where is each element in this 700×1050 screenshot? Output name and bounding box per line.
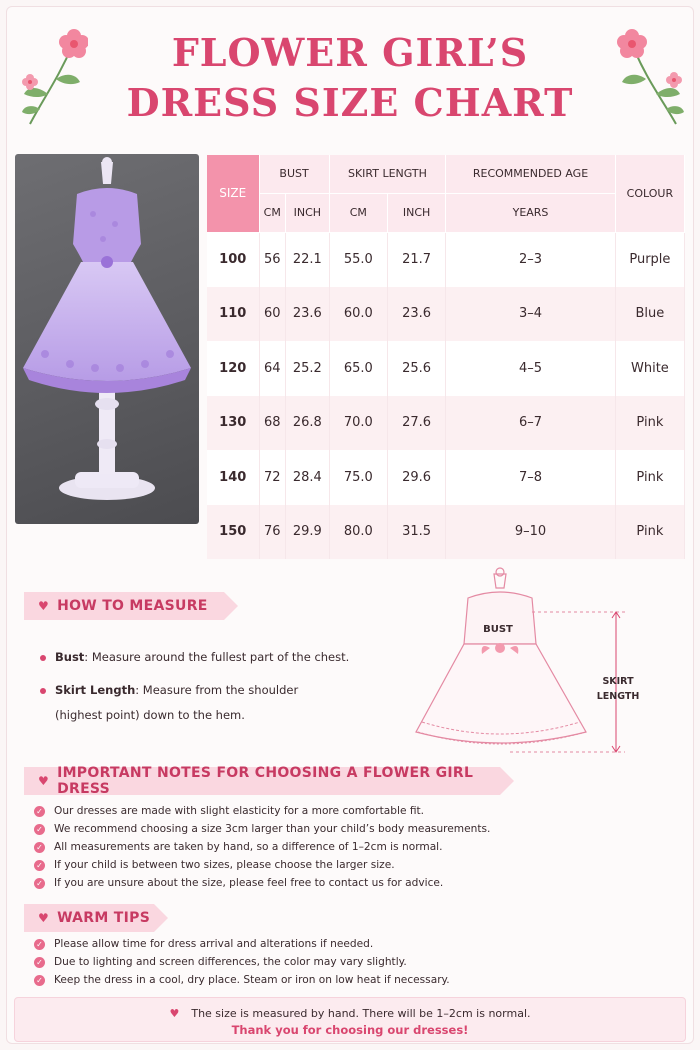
age-cell: 9–10 [446,505,616,560]
note-item: ✓ Our dresses are made with slight elasticity for a more comfortable fit. [34,805,424,817]
check-icon: ✓ [34,975,45,986]
check-icon: ✓ [34,842,45,853]
skirt-cm-cell: 60.0 [329,287,387,342]
colour-header: COLOUR [615,155,684,232]
bust-cm-cell: 76 [259,505,285,560]
bust-inch-cell: 23.6 [285,287,329,342]
size-table [207,155,685,559]
note-item: ✓ We recommend choosing a size 3cm larger than your child’s body measurements. [34,823,490,835]
years-header: YEARS [446,193,616,232]
size-header: SIZE [207,155,259,232]
size-cell: 130 [207,396,259,451]
size-cell: 100 [207,232,259,287]
skirt-inch-header: INCH [387,193,445,232]
how-to-measure-banner [24,592,224,620]
skirt-cm-cell: 65.0 [329,341,387,396]
colour-cell: Pink [615,505,684,560]
skirt-inch-cell: 31.5 [387,505,445,560]
skirt-cm-cell: 55.0 [329,232,387,287]
table-row [207,341,685,396]
bust-cm-cell: 68 [259,396,285,451]
age-cell: 2–3 [446,232,616,287]
recommended-age-header: RECOMMENDED AGE [446,155,616,193]
footer-line1: The size is measured by hand. There will be 1–2cm is normal. [191,1007,531,1020]
bust-cm-cell: 72 [259,450,285,505]
page-title-line2: DRESS SIZE CHART [126,80,574,125]
diagram-skirt-label-1: SKIRT [602,676,634,687]
tip-item: ✓ Please allow time for dress arrival and alterations if needed. [34,938,373,950]
note-item: ✓ If your child is between two sizes, please choose the larger size. [34,859,395,871]
check-icon: ✓ [34,824,45,835]
colour-cell: Purple [615,232,684,287]
diagram-skirt-label-2: LENGTH [596,691,640,702]
size-cell: 110 [207,287,259,342]
bust-inch-header: INCH [285,193,329,232]
heart-icon: ♥ [38,911,50,925]
dress-photo [15,154,199,524]
table-row [207,450,685,505]
table-row [207,287,685,342]
bust-instruction: Bust: Measure around the fullest part of the chest. [40,652,349,664]
skirt-length-header: SKIRT LENGTH [329,155,446,193]
size-cell: 120 [207,341,259,396]
check-icon: ✓ [34,860,45,871]
age-cell: 3–4 [446,287,616,342]
skirt-cm-header: CM [329,193,387,232]
tip-item: ✓ Due to lighting and screen differences, the color may vary slightly. [34,956,407,968]
heart-icon: ♥ [38,774,50,788]
skirt-inch-cell: 27.6 [387,396,445,451]
table-row [207,232,685,287]
check-icon: ✓ [34,957,45,968]
heart-icon: ♥ [38,599,50,613]
note-item: ✓ If you are unsure about the size, please feel free to contact us for advice. [34,877,443,889]
colour-cell: Pink [615,396,684,451]
age-cell: 6–7 [446,396,616,451]
age-cell: 4–5 [446,341,616,396]
skirt-inch-cell: 25.6 [387,341,445,396]
diagram-bust-label: BUST [483,624,513,635]
skirt-inch-cell: 21.7 [387,232,445,287]
check-icon: ✓ [34,878,45,889]
skirt-length-instruction-cont: (highest point) down to the hem. [55,708,245,722]
footer-line2: Thank you for choosing our dresses! [231,1023,469,1037]
colour-cell: Blue [615,287,684,342]
important-notes-heading: IMPORTANT NOTES FOR CHOOSING A FLOWER GIRL DRESS [57,765,474,797]
bust-inch-cell: 25.2 [285,341,329,396]
bust-inch-cell: 22.1 [285,232,329,287]
bust-cm-cell: 64 [259,341,285,396]
measure-diagram [410,562,690,762]
skirt-cm-cell: 70.0 [329,396,387,451]
note-item: ✓ All measurements are taken by hand, so a difference of 1–2cm is normal. [34,841,443,853]
skirt-cm-cell: 75.0 [329,450,387,505]
bust-inch-cell: 26.8 [285,396,329,451]
skirt-cm-cell: 80.0 [329,505,387,560]
bust-cm-cell: 56 [259,232,285,287]
table-row [207,505,685,560]
age-cell: 7–8 [446,450,616,505]
colour-cell: Pink [615,450,684,505]
tip-item: ✓ Keep the dress in a cool, dry place. Steam or iron on low heat if necessary. [34,974,450,986]
size-cell: 150 [207,505,259,560]
page-title-line1: FLOWER GIRL’S [171,30,529,75]
heart-icon: ♥ [169,1007,180,1020]
skirt-length-instruction: Skirt Length: Measure from the shoulder [40,685,298,697]
colour-cell: White [615,341,684,396]
skirt-inch-cell: 23.6 [387,287,445,342]
warm-tips-banner [24,904,154,932]
important-notes-banner [24,767,500,795]
bust-header: BUST [259,155,329,193]
check-icon: ✓ [34,806,45,817]
bust-cm-header: CM [259,193,285,232]
table-row [207,396,685,451]
bust-cm-cell: 60 [259,287,285,342]
how-to-measure-heading: HOW TO MEASURE [57,598,208,614]
check-icon: ✓ [34,939,45,950]
footer-note [14,997,686,1042]
bust-inch-cell: 29.9 [285,505,329,560]
bust-inch-cell: 28.4 [285,450,329,505]
warm-tips-heading: WARM TIPS [57,910,151,926]
size-cell: 140 [207,450,259,505]
skirt-inch-cell: 29.6 [387,450,445,505]
